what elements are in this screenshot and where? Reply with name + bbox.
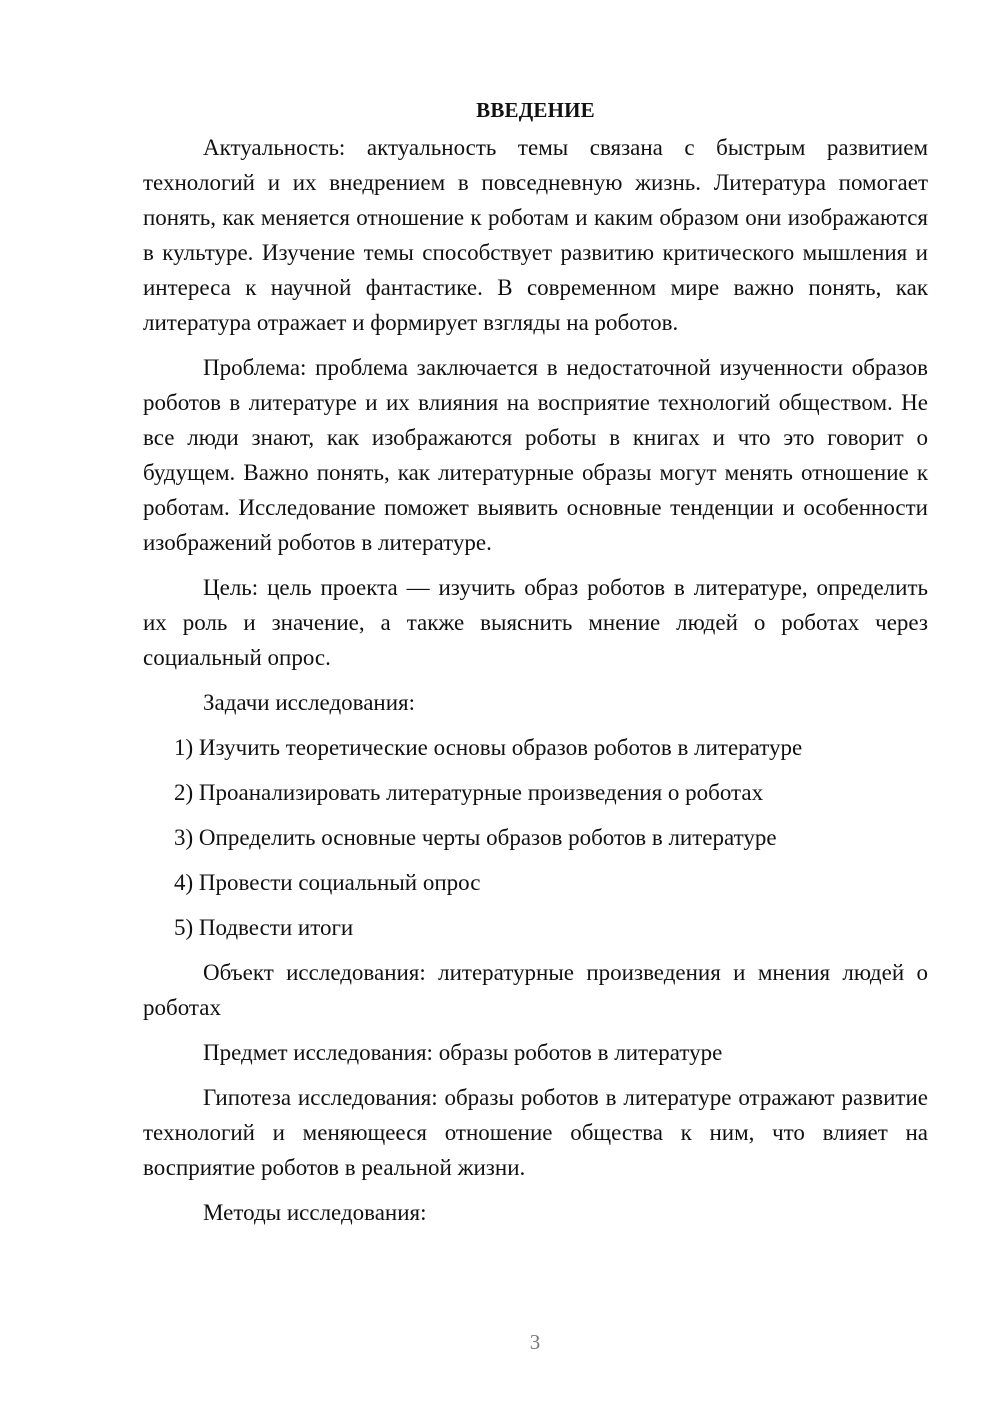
- tasks-list: [143, 730, 928, 945]
- hypothesis-paragraph: Гипотеза исследования: образы роботов в литературе отражают развитие технологий и меняющееся отношение общества к ним, что влияет на восприятие роботов в реальной жизни.: [143, 1085, 928, 1180]
- tasks-heading: Задачи исследования:: [203, 690, 416, 715]
- task-item-4: 4) Провести социальный опрос: [174, 870, 481, 895]
- subject-paragraph: Предмет исследования: образы роботов в литературе: [203, 1040, 723, 1065]
- methods-heading: Методы исследования:: [203, 1200, 427, 1225]
- document-page: [143, 90, 928, 1240]
- relevance-paragraph: Актуальность: актуальность темы связана с быстрым развитием технологий и их внедрением в повседневную жизнь. Литература помогает понять, как меняется отношение к роботам и каким образом они изображаются в культуре. Изучение темы способствует развитию критического мышления и интереса к научной фантастике. В современном мире важно понять, как литература отражает и формирует взгляды на роботов.: [143, 135, 928, 335]
- task-item-2: 2) Проанализировать литературные произведения о роботах: [174, 780, 764, 805]
- task-item-1: 1) Изучить теоретические основы образов роботов в литературе: [174, 735, 803, 760]
- goal-paragraph: Цель: цель проекта — изучить образ роботов в литературе, определить их роль и значение, а также выяснить мнение людей о роботах через социальный опрос.: [143, 575, 928, 670]
- object-paragraph: Объект исследования: литературные произведения и мнения людей о роботах: [143, 960, 928, 1020]
- page-number: 3: [529, 1330, 541, 1354]
- task-item-3: 3) Определить основные черты образов роботов в литературе: [174, 825, 777, 850]
- page-title: ВВЕДЕНИЕ: [476, 98, 595, 122]
- problem-paragraph: Проблема: проблема заключается в недостаточной изученности образов роботов в литературе и их влияния на восприятие технологий обществом. Не все люди знают, как изображаются роботы в книгах и что это говорит о будущем. Важно понять, как литературные образы могут менять отношение к роботам. Исследование поможет выявить основные тенденции и особенности изображений роботов в литературе.: [143, 355, 928, 555]
- task-item-5: 5) Подвести итоги: [174, 915, 354, 940]
